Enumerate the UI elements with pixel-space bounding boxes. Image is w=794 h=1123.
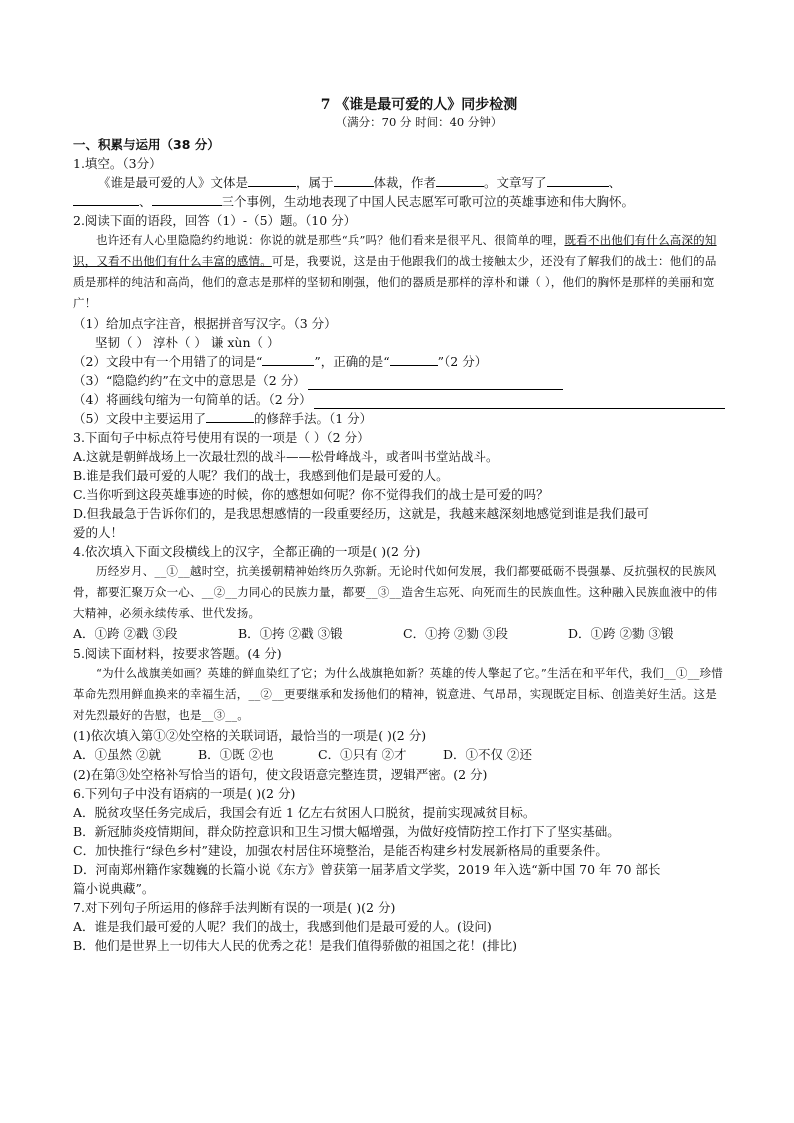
answer-blank[interactable] — [206, 409, 254, 423]
question-1-line-1: 《谁是最可爱的人》文体是 ，属于 体裁，作者 。文章写了 、 — [98, 175, 622, 190]
question-4-passage: 历经岁月、__①__越时空，抗美援朝精神始终历久弥新。无论时代如何发展，我们都要砥砺不畏强暴、反抗强权的民族风骨，都要汇聚万众一心、__②__力同心的民族力量，都要__③__造舍生忘死、向死而生的民族血性。这种融入民族血液中的伟大精神，必须永续传承、世代发扬。 — [73, 564, 718, 620]
option-d: D．①不仅 ②还 — [443, 747, 532, 762]
option-d: D．河南郑州籍作家魏巍的长篇小说《东方》曾获第一届茅盾文学奖，2019 年入选“新中国 70 年 70 部长 — [73, 862, 661, 877]
option-b: B．新冠肺炎疫情期间，群众防控意识和卫生习惯大幅增强，为做好疫情防控工作打下了坚实基础。 — [73, 824, 620, 839]
option-a: A.这就是朝鲜战场上一次最壮烈的战斗——松骨峰战斗，或者叫书堂站战斗。 — [73, 449, 499, 464]
question-3-heading: 3.下面句子中标点符号使用有误的一项是（ ）（2 分） — [73, 430, 370, 445]
answer-blank[interactable] — [73, 192, 139, 206]
option-c: C．①挎 ②勠 ③段 — [403, 626, 509, 641]
sub-question-5: （5）文段中主要运用了 的修辞手法。（1 分） — [73, 411, 373, 426]
option-a: A．谁是我们最可爱的人呢？我们的战士，我感到他们是最可爱的人。(设问) — [73, 919, 492, 934]
option-c: C．加快推行“绿色乡村”建设，加强农村居住环境整治，是能否构建乡村发展新格局的重要条件。 — [73, 843, 608, 858]
section-heading: 一、积累与运用（38 分） — [73, 137, 220, 152]
answer-blank[interactable] — [547, 173, 609, 187]
sub-question-2: （2）文段中有一个用错了的词是“ ”，正确的是“ ”（2 分） — [73, 354, 488, 369]
question-5-sub-2: (2)在第③处空格补写恰当的语句，使文段语意完整连贯，逻辑严密。(2 分) — [73, 767, 488, 782]
question-5-heading: 5.阅读下面材料，按要求答题。(4 分) — [73, 646, 282, 661]
option-b: B．①挎 ②戳 ③锻 — [238, 626, 343, 641]
reading-passage: 也许还有人心里隐隐约约地说：你说的就是那些“兵”吗？他们看来是很平凡、很简单的哩，既看不出他们有什么高深的知识，又看不出他们有什么丰富的感情。可是，我要说，这是由于他跟我们的战士接触太少，还没有了解我们的战士：他们的品质是那样的纯洁和高尚，他们的意志是那样的坚韧和刚强，他们的器质是那样的淳朴和谦（ ），他们的胸怀是那样的美丽和宽广！ — [73, 233, 717, 310]
question-1-heading: 1.填空。（3分） — [73, 156, 162, 171]
answer-blank[interactable] — [334, 173, 374, 187]
option-b: B．①既 ②也 — [198, 747, 274, 762]
question-1-line-2: 、 三个事例，生动地表现了中国人民志愿军可歌可泣的英雄事迹和伟大胸怀。 — [73, 192, 725, 211]
option-c: C．①只有 ②才 — [318, 747, 407, 762]
sub-question-3: （3）“隐隐约约”在文中的意思是（2 分） — [73, 371, 563, 390]
sub-question-4: （4）将画线句缩为一句简单的话。（2 分） — [73, 390, 725, 409]
question-4-heading: 4.依次填入下面文段横线上的汉字，全都正确的一项是( )(2 分) — [73, 544, 421, 559]
question-4-options — [73, 624, 725, 644]
option-d: D．①跨 ②勠 ③锻 — [568, 626, 674, 641]
question-7-heading: 7.对下列句子所运用的修辞手法判断有误的一项是( )(2 分) — [73, 900, 396, 915]
worksheet-page — [73, 96, 725, 955]
page-subtitle: （满分：70 分 时间：40 分钟） — [335, 115, 503, 129]
question-5-sub-1: (1)依次填入第①②处空格的关联词语，最恰当的一项是( )(2 分) — [73, 728, 427, 743]
answer-blank[interactable] — [390, 352, 438, 366]
option-c: C.当你听到这段英雄事迹的时候，你的感想如何呢？你不觉得我们的战士是可爱的吗？ — [73, 487, 549, 502]
option-a: A．①虽然 ②就 — [73, 747, 162, 762]
option-d-continued: 篇小说典藏”。 — [73, 881, 155, 896]
answer-blank[interactable] — [152, 192, 222, 206]
sub-question-1-items: 坚韧（ ） 淳朴（ ） 谦 xùn（ ） — [95, 335, 280, 350]
question-2-heading: 2.阅读下面的语段，回答（1）-（5）题。（10 分） — [73, 213, 357, 228]
question-5-passage: “为什么战旗美如画？英雄的鲜血染红了它；为什么战旗艳如新？英雄的传人擎起了它。”生活在和平年代，我们__①__珍惜革命先烈用鲜血换来的幸福生活，__②__更要继承和发扬他们的精神，锐意进、气昂昂，实现既定目标、创造美好生活。这是对先烈最好的告慰，也是__③__。 — [73, 666, 723, 722]
answer-blank[interactable] — [436, 173, 484, 187]
page-title: 7 《谁是最可爱的人》同步检测 — [320, 97, 518, 113]
answer-blank[interactable] — [262, 352, 314, 366]
question-6-heading: 6.下列句子中没有语病的一项是( )(2 分) — [73, 786, 296, 801]
option-a: A．①跨 ②戳 ③段 — [73, 626, 178, 641]
option-a: A．脱贫攻坚任务完成后，我国会有近 1 亿左右贫困人口脱贫，提前实现减贫目标。 — [73, 805, 536, 820]
option-b: B.谁是我们最可爱的人呢？我们的战士，我感到他们是最可爱的人。 — [73, 468, 449, 483]
option-d: D.但我最急于告诉你们的，是我思想感情的一段重要经历，这就是，我越来越深刻地感觉到谁是我们最可 — [73, 506, 650, 521]
option-d-continued: 爱的人！ — [73, 525, 124, 540]
question-5-options — [73, 745, 725, 765]
answer-line[interactable] — [308, 375, 563, 390]
answer-blank[interactable] — [248, 173, 296, 187]
answer-line[interactable] — [314, 394, 725, 409]
sub-question-1: （1）给加点字注音，根据拼音写汉字。（3 分） — [73, 316, 337, 331]
option-b: B．他们是世界上一切伟大人民的优秀之花！是我们值得骄傲的祖国之花！(排比) — [73, 938, 517, 953]
